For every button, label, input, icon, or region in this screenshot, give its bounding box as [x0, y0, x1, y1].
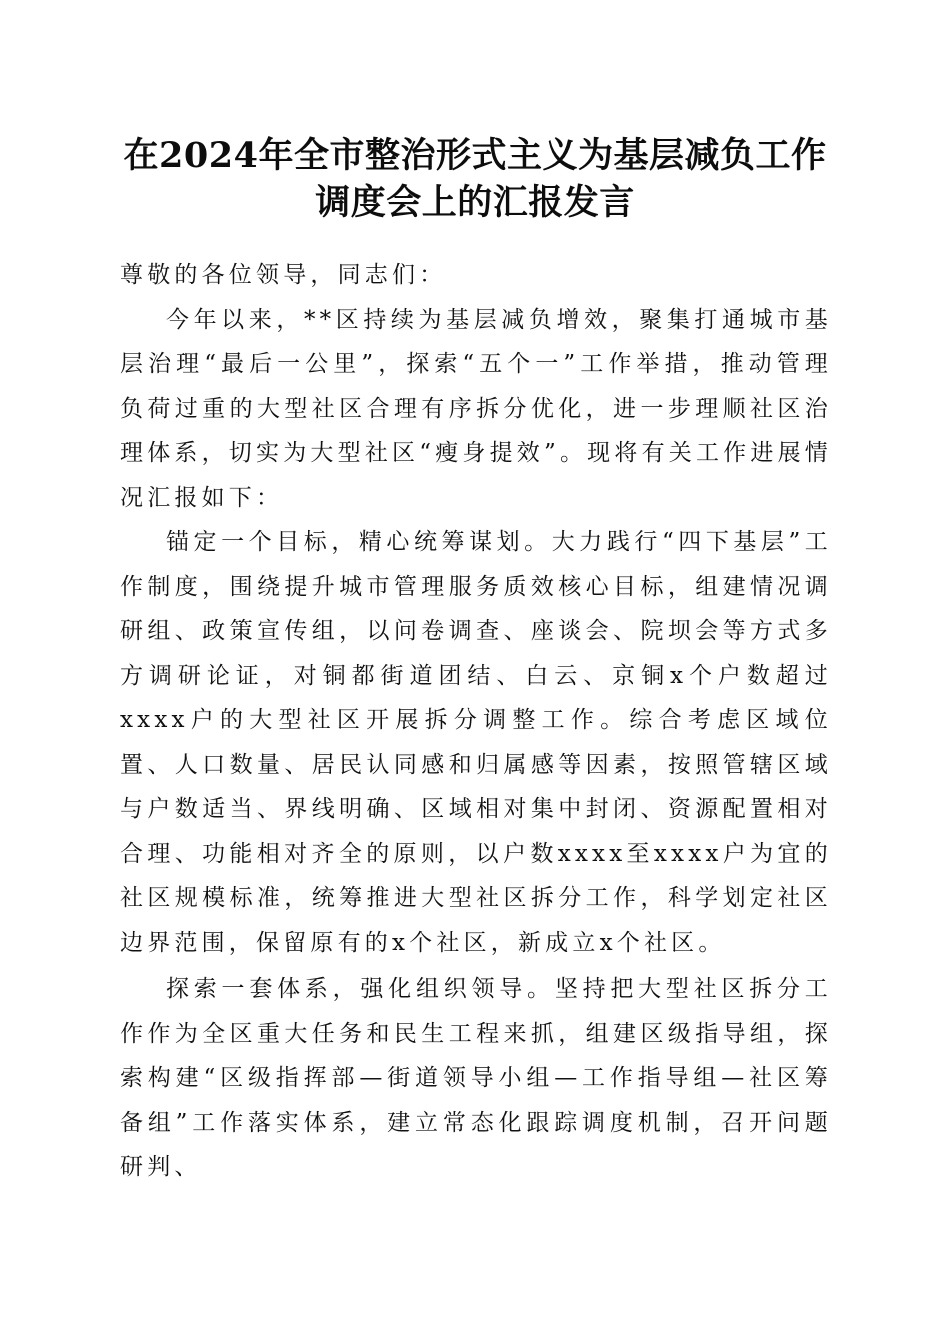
document-body	[120, 253, 832, 1190]
paragraph-goal: 锚定一个目标，精心统筹谋划。大力践行“四下基层”工作制度，围绕提升城市管理服务质效核心目标，组建情况调研组、政策宣传组，以问卷调查、座谈会、院坝会等方式多方调研论证，对铜都街道团结、白云、京铜x个户数超过xxxx户的大型社区开展拆分调整工作。综合考虑区域位置、人口数量、居民认同感和归属感等因素，按照管辖区域与户数适当、界线明确、区域相对集中封闭、资源配置相对合理、功能相对齐全的原则，以户数xxxx至xxxx户为宜的社区规模标准，统筹推进大型社区拆分工作，科学划定社区边界范围，保留原有的x个社区，新成立x个社区。	[120, 529, 832, 956]
document-title	[100, 132, 850, 226]
paragraph-intro: 今年以来，**区持续为基层减负增效，聚集打通城市基层治理“最后一公里”，探索“五个一”工作举措，推动管理负荷过重的大型社区合理有序拆分优化，进一步理顺社区治理体系，切实为大型社区“瘦身提效”。现将有关工作进展情况汇报如下：	[120, 306, 832, 511]
salutation: 尊敬的各位领导，同志们：	[120, 262, 447, 288]
title-line-1: 在2024年全市整治形式主义为基层减负工作	[123, 135, 827, 176]
paragraph-system: 探索一套体系，强化组织领导。坚持把大型社区拆分工作作为全区重大任务和民生工程来抓，组建区级指导组，探索构建“区级指挥部—街道领导小组—工作指导组—社区筹备组”工作落实体系，建立常态化跟踪调度机制，召开问题研判、	[120, 976, 832, 1180]
title-line-2: 调度会上的汇报发言	[315, 182, 635, 223]
